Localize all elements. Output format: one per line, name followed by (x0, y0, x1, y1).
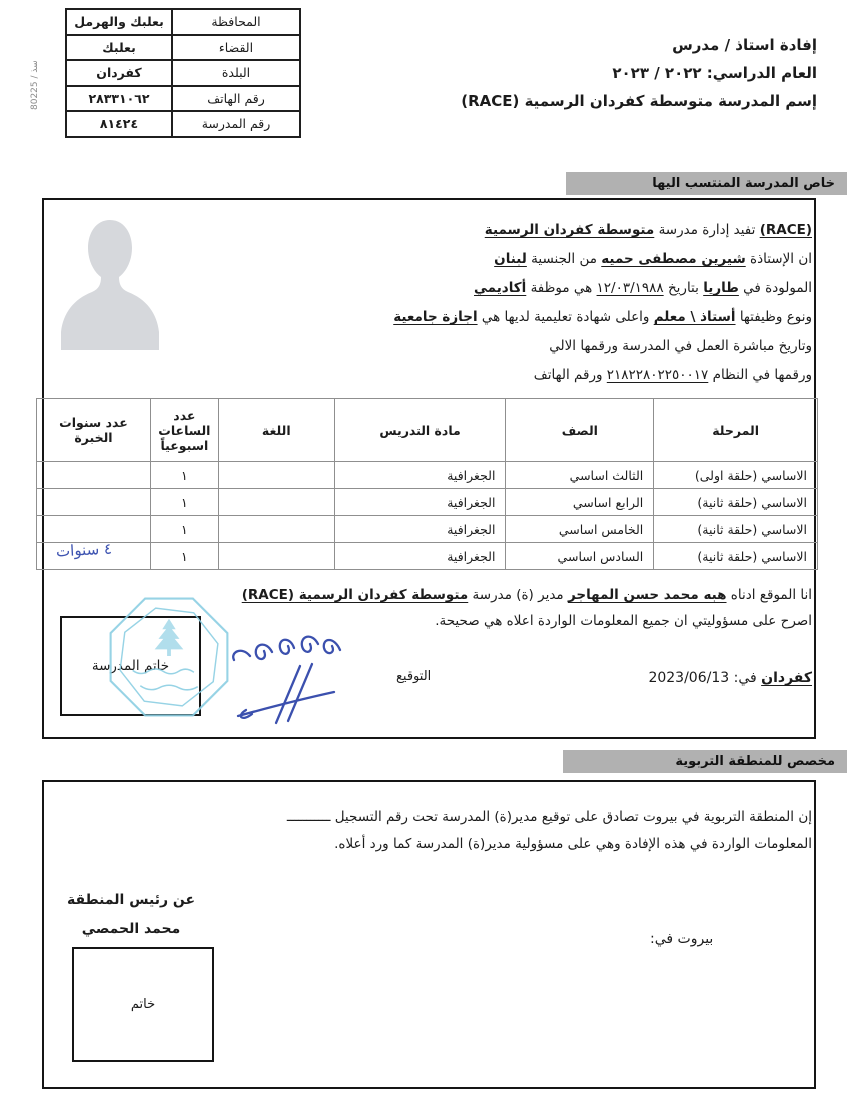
table-row (66, 86, 300, 112)
table-cell (37, 462, 151, 489)
col-header-stage: المرحلة (654, 399, 818, 462)
table-cell: ١ (150, 462, 218, 489)
table-cell: الخامس اساسي (506, 516, 654, 543)
table-cell: الجغرافية (334, 516, 506, 543)
school-stamp-label: خاتم المدرسة (91, 658, 170, 674)
teacher-details-paragraph (393, 216, 812, 390)
info-label-phone: رقم الهاتف (172, 86, 300, 112)
table-cell: ١ (150, 543, 218, 570)
cedar-tree-icon (155, 619, 184, 656)
principal-statement (242, 582, 812, 634)
paragraph-line: وتاريخ مباشرة العمل في المدرسة ورقمها الالي (549, 338, 812, 354)
paragraph-line: المعلومات الواردة في هذه الإفادة وهي على مسؤولية مدير(ة) المدرسة كما ورد أعلاه. (334, 836, 812, 852)
info-label-governorate: المحافظة (172, 9, 300, 35)
statement-line: اصرح على مسؤوليتي ان جميع المعلومات الواردة اعلاه هي صحيحة. (435, 613, 812, 629)
place-and-date-line: كفردان في: 2023/06/13 (648, 670, 812, 686)
school-name-line: إسم المدرسة متوسطة كفردان الرسمية (RACE) (461, 92, 817, 110)
teaching-assignments-table (36, 398, 818, 570)
paragraph-line: المولودة في طاريا بتاريخ ١٢/٠٣/١٩٨٨ هي موظفة أكاديمي (474, 280, 812, 296)
document-header (461, 36, 817, 120)
col-header-class: الصف (506, 399, 654, 462)
info-value-town: كفردان (66, 60, 172, 86)
table-row (37, 516, 818, 543)
table-cell (218, 489, 334, 516)
col-header-hours: عدد الساعات اسبوعياً (150, 399, 218, 462)
paragraph-line: ورقمها في النظام ٢١٨٢٢٨٠٢٢٥٠٠١٧ ورقم الهاتف (533, 367, 812, 383)
table-row (66, 35, 300, 61)
info-label-school-number: رقم المدرسة (172, 111, 300, 137)
table-cell: الجغرافية (334, 543, 506, 570)
person-silhouette-icon (58, 214, 162, 350)
section-header-school: خاص المدرسة المنتسب اليها (566, 172, 847, 195)
section-header-district: مخصص للمنطقة التربوية (563, 750, 847, 773)
table-cell: الاساسي (حلقة اولى) (654, 462, 818, 489)
info-value-governorate: بعلبك والهرمل (66, 9, 172, 35)
table-cell: الاساسي (حلقة ثانية) (654, 543, 818, 570)
table-row (66, 9, 300, 35)
photo-placeholder (58, 214, 162, 350)
paragraph-line: ان الإستاذة شيرين مصطفى حميه من الجنسية لبنان (494, 251, 812, 267)
paragraph-line: إن المنطقة التربوية في بيروت تصادق على توقيع مدير(ة) المدرسة تحت رقم التسجيل ـــــــــــ (286, 809, 812, 825)
table-cell (37, 516, 151, 543)
district-certification-paragraph (287, 804, 812, 858)
table-cell: الجغرافية (334, 462, 506, 489)
info-value-school-number: ٨١٤٢٤ (66, 111, 172, 137)
handwritten-experience-note: ٤ سنوات (55, 539, 113, 561)
table-cell: السادس اساسي (506, 543, 654, 570)
info-label-district: القضاء (172, 35, 300, 61)
table-cell: ١ (150, 489, 218, 516)
table-row (37, 543, 818, 570)
info-value-phone: ٢٨٣٣١٠٦٢ (66, 86, 172, 112)
table-cell: الرابع اساسي (506, 489, 654, 516)
district-stamp-label: خاتم (130, 997, 156, 1012)
district-signer-title: عن رئيس المنطقة (66, 892, 196, 908)
col-header-subject: مادة التدريس (334, 399, 506, 462)
table-row (37, 489, 818, 516)
paragraph-line: (RACE) تفيد إدارة مدرسة متوسطة كفردان الرسمية (484, 222, 812, 238)
table-cell (218, 516, 334, 543)
table-row (37, 462, 818, 489)
table-cell: الثالث اساسي (506, 462, 654, 489)
table-cell: الاساسي (حلقة ثانية) (654, 489, 818, 516)
margin-reference-note: سذ / 80225 (30, 60, 40, 110)
table-row (66, 60, 300, 86)
table-cell: الاساسي (حلقة ثانية) (654, 516, 818, 543)
table-row (66, 111, 300, 137)
col-header-experience: عدد سنوات الخبرة (37, 399, 151, 462)
table-cell (37, 489, 151, 516)
table-cell (218, 462, 334, 489)
school-year-line: العام الدراسي: ٢٠٢٢ / ٢٠٢٣ (612, 64, 817, 82)
info-value-district: بعلبك (66, 35, 172, 61)
statement-line: انا الموقع ادناه هبه محمد حسن المهاجر مدير (ة) مدرسة متوسطة كفردان الرسمية (RACE) (241, 587, 812, 603)
signature-label: التوقيع (396, 669, 432, 684)
district-signer-name: محمد الحمصي (81, 921, 181, 937)
table-cell: الجغرافية (334, 489, 506, 516)
official-seal-stamp-icon (102, 590, 236, 724)
district-stamp-box (72, 947, 214, 1062)
school-info-table (65, 8, 301, 138)
table-header-row (37, 399, 818, 462)
table-cell: ١ (150, 516, 218, 543)
info-label-town: البلدة (172, 60, 300, 86)
table-cell (218, 543, 334, 570)
col-header-language: اللغة (218, 399, 334, 462)
beirut-date-line: بيروت في: (650, 931, 714, 947)
document-title: إفادة استاذ / مدرس (672, 36, 817, 54)
principal-signature (222, 628, 347, 728)
paragraph-line: ونوع وظيفتها أستاذ \ معلم واعلى شهادة تعليمية لديها هي اجازة جامعية (393, 309, 812, 325)
